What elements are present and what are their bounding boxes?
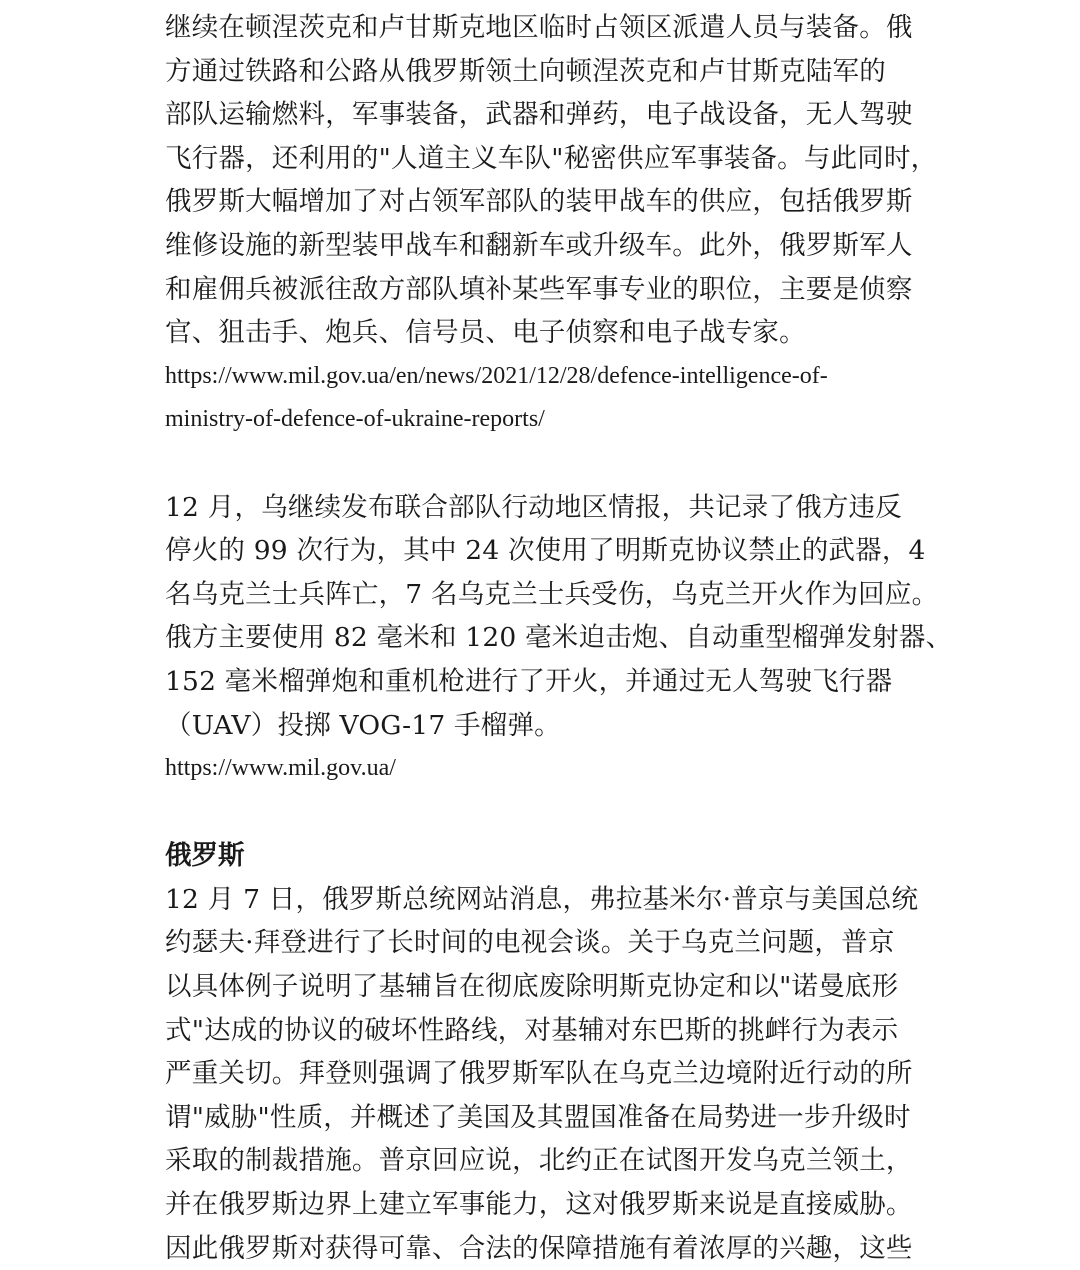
text-line: 俄罗斯大幅增加了对占领军部队的装甲战车的供应，包括俄罗斯 xyxy=(165,186,913,218)
text-line: 飞行器，还利用的"人道主义车队"秘密供应军事装备。与此同时， xyxy=(165,142,938,174)
text-line: 12 月，乌继续发布联合部队行动地区情报，共记录了俄方违反 xyxy=(165,491,902,523)
url-line: ministry-of-defence-of-ukraine-reports/ xyxy=(165,406,545,433)
text-line: 152 毫米榴弹炮和重机枪进行了开火，并通过无人驾驶飞行器 xyxy=(165,665,893,697)
text-line: 采取的制裁措施。普京回应说，北约正在试图开发乌克兰领土， xyxy=(165,1145,913,1177)
text-line: 约瑟夫·拜登进行了长时间的电视会谈。关于乌克兰问题，普京 xyxy=(165,927,895,959)
text-line: 谓"威胁"性质，并概述了美国及其盟国准备在局势进一步升级时 xyxy=(165,1101,911,1133)
text-line: 严重关切。拜登则强调了俄罗斯军队在乌克兰边境附近行动的所 xyxy=(165,1058,913,1090)
url-line: https://www.mil.gov.ua/en/news/2021/12/28/defence-intelligence-of- xyxy=(165,362,828,389)
text-line: （UAV）投掷 VOG-17 手榴弹。 xyxy=(165,709,561,741)
text-line: 停火的 99 次行为，其中 24 次使用了明斯克协议禁止的武器，4 xyxy=(165,535,926,567)
text-line: 并在俄罗斯边界上建立军事能力，这对俄罗斯来说是直接威胁。 xyxy=(165,1189,913,1221)
paragraph-spacer xyxy=(165,442,925,486)
paragraph-ceasefire-violations xyxy=(165,486,953,748)
text-line: 部队运输燃料，军事装备，武器和弹药，电子战设备，无人驾驶 xyxy=(165,99,913,131)
text-line: 官、狙击手、炮兵、信号员、电子侦察和电子战专家。 xyxy=(165,317,806,349)
text-line: 俄方主要使用 82 毫米和 120 毫米迫击炮、自动重型榴弹发射器、 xyxy=(165,622,953,654)
source-link-defence-intelligence xyxy=(165,355,925,442)
paragraph-occupation-supplies xyxy=(165,6,938,355)
source-link-mil-gov-ua: https://www.mil.gov.ua/ xyxy=(165,755,396,782)
article-body xyxy=(165,6,953,1270)
text-line: 式"达成的协议的破坏性路线，对基辅对东巴斯的挑衅行为表示 xyxy=(165,1014,899,1046)
text-line: 和雇佣兵被派往敌方部队填补某些军事专业的职位，主要是侦察 xyxy=(165,273,913,305)
paragraph-putin-biden-talks xyxy=(165,878,925,1270)
text-line: 12 月 7 日，俄罗斯总统网站消息，弗拉基米尔·普京与美国总统 xyxy=(165,883,919,915)
section-heading-russia: 俄罗斯 xyxy=(165,840,245,872)
text-line: 因此俄罗斯对获得可靠、合法的保障措施有着浓厚的兴趣，这些 xyxy=(165,1232,913,1264)
text-line: 名乌克兰士兵阵亡，7 名乌克兰士兵受伤，乌克兰开火作为回应。 xyxy=(165,578,939,610)
text-line: 继续在顿涅茨克和卢甘斯克地区临时占领区派遣人员与装备。俄 xyxy=(165,12,913,43)
text-line: 以具体例子说明了基辅旨在彻底废除明斯克协定和以"诺曼底形 xyxy=(165,971,899,1003)
paragraph-spacer xyxy=(165,791,925,835)
text-line: 方通过铁路和公路从俄罗斯领土向顿涅茨克和卢甘斯克陆军的 xyxy=(165,55,886,87)
text-line: 维修设施的新型装甲战车和翻新车或升级车。此外，俄罗斯军人 xyxy=(165,229,913,261)
